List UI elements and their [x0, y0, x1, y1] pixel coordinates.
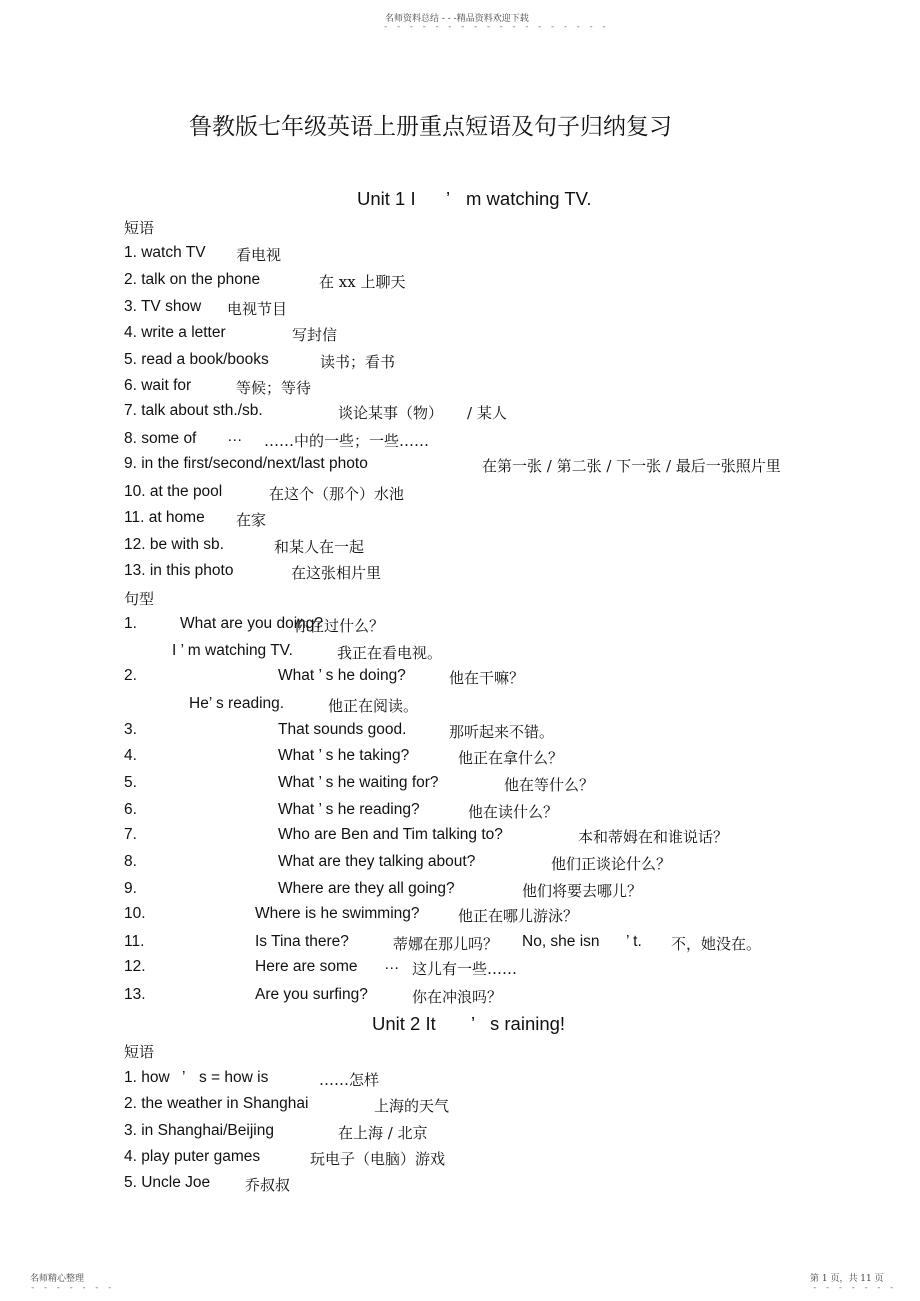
unit1-phrases-label: 短语 — [124, 219, 155, 237]
phrase-en: 1. watch TV — [124, 244, 206, 261]
phrase-en: 6. wait for — [124, 377, 192, 394]
sentence-ellipsis: … — [384, 956, 400, 973]
phrase-en: 13. in this photo — [124, 562, 234, 579]
phrase-en: 7. talk about sth./sb. — [124, 402, 263, 419]
phrase-zh: 乔叔叔 — [245, 1176, 291, 1194]
sentence-number: 11. — [124, 933, 145, 950]
phrase-zh: 在这张相片里 — [291, 564, 382, 582]
unit1-title-apostrophe: ’ — [446, 188, 451, 209]
sentence-zh: 他正在阅读。 — [328, 697, 419, 715]
footer-left-dashes: - - - - - - - — [30, 1283, 114, 1293]
sentence-zh: 他在读什么？ — [468, 803, 559, 821]
phrase-en: 3. TV show — [124, 298, 202, 315]
sentence-en: Where are they all going? — [278, 880, 455, 897]
phrase-zh: 等候；等待 — [236, 379, 312, 397]
phrase-en: 4. write a letter — [124, 324, 226, 341]
sentence-zh: 你在过什么？ — [294, 617, 385, 635]
sentence-zh: 他们将要去哪儿？ — [522, 882, 643, 900]
phrase-zh: 谈论某事（物） — [338, 404, 444, 422]
phrase-zh: 读书；看书 — [320, 353, 396, 371]
phrase-zh: ……怎样 — [319, 1071, 380, 1089]
sentence-zh: 本和蒂姆在和谁说话？ — [578, 828, 729, 846]
phrase-en: 5. Uncle Joe — [124, 1174, 211, 1191]
phrase-en: 8. some of — [124, 430, 197, 447]
phrase-en: 1. how — [124, 1069, 170, 1086]
sentence-zh-answer: 不，她没在。 — [671, 935, 762, 953]
phrase-en: 12. be with sb. — [124, 536, 224, 553]
sentence-zh: 他在干嘛？ — [449, 669, 525, 687]
phrase-zh: 和某人在一起 — [274, 538, 365, 556]
sentence-en: Where is he swimming? — [255, 905, 420, 922]
footer-right-dashes: - - - - - - - — [812, 1283, 896, 1293]
unit2-title-apostrophe: ’ — [471, 1013, 476, 1034]
footer-page-number: 第 1 页，共 11 页 — [810, 1274, 884, 1284]
phrase-en: 11. at home — [124, 509, 205, 526]
phrase-en: 5. read a book/books — [124, 351, 269, 368]
sentence-zh: 你在冲浪吗？ — [412, 988, 503, 1006]
phrase-zh: 在第一张 / 第二张 / 下一张 / 最后一张照片里 — [482, 457, 781, 475]
sentence-number: 13. — [124, 986, 146, 1003]
phrase-zh: 在这个（那个）水池 — [269, 485, 405, 503]
unit1-title-part1: Unit 1 I — [357, 188, 416, 209]
sentence-number: 4. — [124, 747, 137, 764]
sentence-zh: 他正在拿什么？ — [458, 749, 564, 767]
phrase-en-apostrophe: ’ — [182, 1069, 186, 1086]
phrase-zh: 在家 — [236, 511, 267, 529]
phrase-zh: 写封信 — [292, 326, 338, 344]
sentence-number: 10. — [124, 905, 146, 922]
sentence-zh: 蒂娜在那儿吗？ — [393, 935, 499, 953]
phrase-zh: 电视节目 — [227, 300, 288, 318]
header-dashes: - - - - - - - - - - - - - - - - - - — [383, 22, 608, 32]
phrase-zh: 上海的天气 — [374, 1097, 450, 1115]
sentence-en: Is Tina there? — [255, 933, 349, 950]
sentence-en-answer-apostrophe: ’ t. — [626, 933, 642, 950]
sentence-number: 8. — [124, 853, 137, 870]
phrase-en: 2. the weather in Shanghai — [124, 1095, 309, 1112]
unit1-sentences-label: 句型 — [124, 590, 155, 608]
sentence-en: That sounds good. — [278, 721, 407, 738]
page-header: 名师资料总结 - - -精品资料欢迎下载 — [385, 14, 529, 24]
sentence-number: 2. — [124, 667, 137, 684]
unit2-phrases-label: 短语 — [124, 1043, 155, 1061]
sentence-number: 9. — [124, 880, 137, 897]
phrase-zh: ……中的一些；一些…… — [264, 432, 430, 450]
sentence-en: What ’ s he reading? — [278, 801, 420, 818]
sentence-en: Here are some — [255, 958, 358, 975]
phrase-zh: 玩电子（电脑）游戏 — [310, 1150, 446, 1168]
sentence-number: 6. — [124, 801, 137, 818]
sentence-en: Are you surfing? — [255, 986, 368, 1003]
sentence-zh: 他在等什么？ — [504, 776, 595, 794]
sentence-en: What are they talking about? — [278, 853, 476, 870]
sentence-en-answer: No, she isn — [522, 933, 600, 950]
sentence-zh: 他正在哪儿游泳？ — [458, 907, 579, 925]
phrase-en: 4. play puter games — [124, 1148, 261, 1165]
phrase-zh-extra: / 某人 — [467, 404, 507, 422]
phrase-en: 3. in Shanghai/Beijing — [124, 1122, 274, 1139]
unit2-title-part2: s raining! — [490, 1013, 566, 1034]
sentence-en: What ’ s he doing? — [278, 667, 406, 684]
sentence-zh: 我正在看电视。 — [337, 644, 443, 662]
phrase-en: 10. at the pool — [124, 483, 223, 500]
unit2-title-part1: Unit 2 It — [372, 1013, 436, 1034]
sentence-en: He’ s reading. — [189, 695, 285, 712]
sentence-en: What are you doing? — [180, 615, 324, 632]
phrase-zh: 看电视 — [236, 246, 282, 264]
phrase-ellipsis: … — [227, 428, 243, 445]
sentence-zh: 这儿有一些…… — [412, 960, 518, 978]
sentence-en: Who are Ben and Tim talking to? — [278, 826, 503, 843]
document-title: 鲁教版七年级英语上册重点短语及句子归纳复习 — [189, 114, 672, 140]
phrase-zh: 在上海 / 北京 — [338, 1124, 428, 1142]
sentence-number: 5. — [124, 774, 137, 791]
unit1-title-part2: m watching TV. — [466, 188, 592, 209]
sentence-number: 1. — [124, 615, 137, 632]
phrase-en: 2. talk on the phone — [124, 271, 261, 288]
footer-left: 名师精心整理 — [30, 1274, 85, 1284]
sentence-number: 7. — [124, 826, 137, 843]
phrase-en: 9. in the first/second/next/last photo — [124, 455, 368, 472]
sentence-en: What ’ s he waiting for? — [278, 774, 439, 791]
sentence-zh: 那听起来不错。 — [449, 723, 555, 741]
phrase-en-rest: s = how is — [199, 1069, 269, 1086]
sentence-en: I ’ m watching TV. — [172, 642, 293, 659]
sentence-en: What ’ s he taking? — [278, 747, 410, 764]
sentence-number: 3. — [124, 721, 137, 738]
sentence-number: 12. — [124, 958, 146, 975]
sentence-zh: 他们正谈论什么？ — [551, 855, 672, 873]
phrase-zh: 在 xx 上聊天 — [319, 273, 406, 291]
